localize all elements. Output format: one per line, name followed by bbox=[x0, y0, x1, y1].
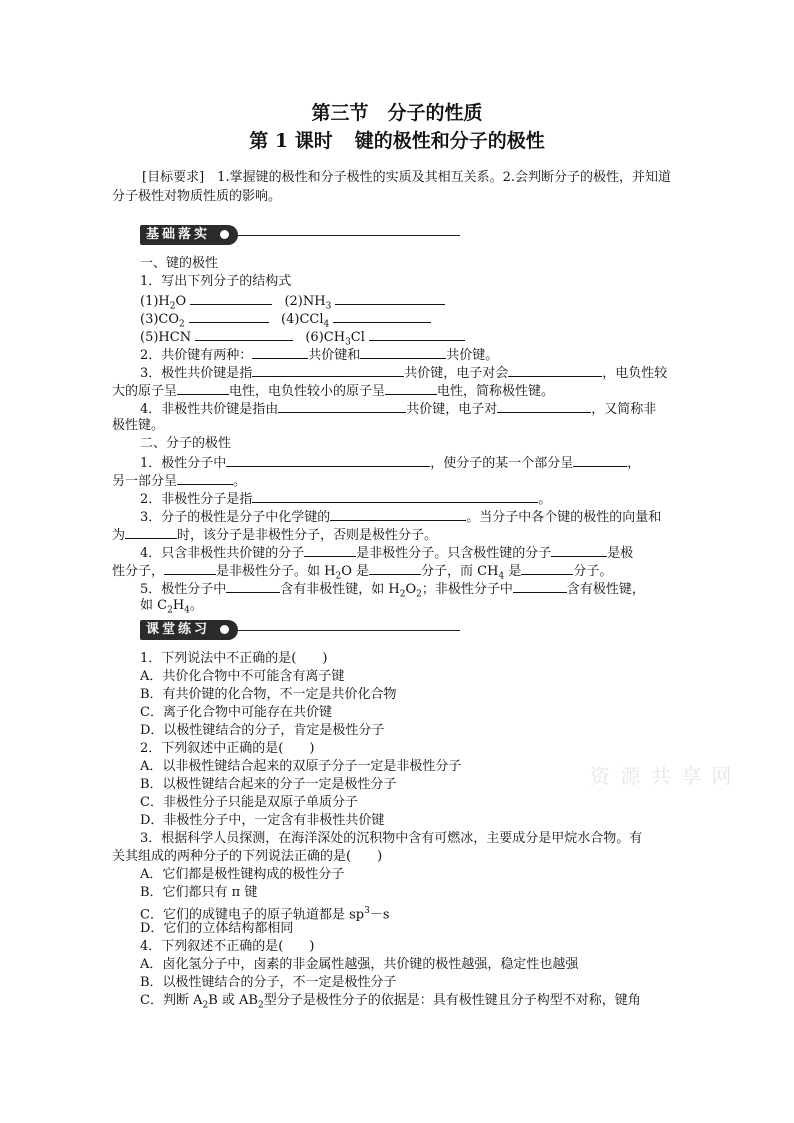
answer-blank[interactable] bbox=[177, 471, 233, 485]
worksheet-page: 第三节 分子的性质 第 1 课时 键的极性和分子的极性 [目标要求] 1.掌握键的极性和分子极性的实质及其相互关系。2.会判断分子的极性，并知道分子极性对物质性质的影响。 基础落实 一、键的极性 1．写出下列分子的结构式 $(1)H_2O$ $(2)NH_3$ $(3)CO_2$ (4)CCl$_4$ (5)HCN $(6)CH_3Cl$ 2．共价键有两种： 共价键和 共价键。 3．极性共价键是指 共价键，电子对会 ，电负性较 大的原子呈 电性，电负性较小的原子呈 电性，简称极性键。 4．非极性共价键是指由 共价键，电子对 ，又简称非 极性键。 二、分子的极性 1．极性分子中 ，使分子的某一个部分呈 ， 另一部分呈 。 2．非极性分子是指 。 3．分子的极性是分子中化学键的 。当分子中各个键的极性的向量和 为 时，该分子是非极性分子，否则是极性分子。 4．只含非极性共价键的分子 是非极性分子。只含极性键的分子 是极 性分子， 是非极性分子。如 $H_2O$ 是 分子，而 $CH_4$ 是 分子。 5．极性分子中 含有非极性键，如 $H_2O_2$；非极性分子中 含有极性键， 如 $C_2H_4$。 课堂练习 1．下列说法中不正确的是( ) A．共价化合物中不可能含有离子键 B．有共价键的化合物，不一定是共价化合物 C．离子化合物中可能存在共价键 D．以极性键结合的分子，肯定是极性分子 2．下列叙述中正确的是( ) A．以非极性键结合起来的双原子分子一定是非极性分子 B．以极性键结合起来的分子一定是极性分子 C．非极性分子只能是双原子单质分子 D．非极性分子中，一定含有非极性共价键 3．根据科学人员探测，在海洋深处的沉积物中含有可燃冰，主要成分是甲烷水合物。有 关其组成的两种分子的下列说法正确的是( ) A．它们都是极性键构成的极性分子 B．它们都只有 π 键 C．它们的成键电子的原子轨道都是 $sp^3-s$ D．它们的立体结构都相同 4．下列叙述不正确的是( ) A．卤化氢分子中，卤素的非金属性越强，共价键的极性越强，稳定性也越强 B．以极性键结合的分子，不一定是极性分子 C．判断 $A_2B$ 或 $AB_2$型分子是极性分子的依据是：具有极性键且分子构型不对称，键角 资 源 共 享 网 bbox=[0, 0, 794, 1123]
question-text: 3．分子的极性是分子中化学键的 。当分子中各个键的极性的向量和 bbox=[140, 507, 661, 527]
section-heading: 一、键的极性 bbox=[140, 256, 219, 271]
answer-blank[interactable] bbox=[278, 399, 406, 413]
answer-blank[interactable] bbox=[360, 345, 446, 359]
answer-blank[interactable] bbox=[189, 309, 269, 323]
answer-blank[interactable] bbox=[226, 579, 280, 593]
answer-blank[interactable] bbox=[573, 453, 627, 467]
page-title: 第三节 分子的性质 bbox=[311, 102, 483, 124]
formula-row: $(3)CO_2$ (4)CCl$_4$ bbox=[140, 309, 431, 334]
answer-blank[interactable] bbox=[385, 381, 437, 395]
bullet-dot-icon bbox=[220, 625, 229, 634]
answer-blank[interactable] bbox=[164, 561, 216, 575]
learning-goals: [目标要求] 1.掌握键的极性和分子极性的实质及其相互关系。2.会判断分子的极性，并知道分子极性对物质性质的影响。 bbox=[112, 170, 671, 204]
answer-blank[interactable] bbox=[551, 543, 607, 557]
answer-blank[interactable] bbox=[190, 291, 272, 305]
exercise-option: B．以极性键结合起来的分子一定是极性分子 bbox=[140, 777, 397, 792]
exercise-option: A．它们都是极性键构成的极性分子 bbox=[140, 867, 345, 882]
answer-blank[interactable] bbox=[195, 327, 293, 341]
answer-blank[interactable] bbox=[252, 489, 538, 503]
question-text: 5．极性分子中 含有非极性键，如 $H_2O_2$；非极性分子中 含有极性键， bbox=[140, 579, 645, 604]
answer-blank[interactable] bbox=[508, 363, 602, 377]
answer-blank[interactable] bbox=[513, 579, 567, 593]
exercise-option: D．非极性分子中，一定含有非极性共价键 bbox=[140, 813, 385, 828]
question-text: 另一部分呈 。 bbox=[112, 471, 246, 491]
question-text: 1．写出下列分子的结构式 bbox=[140, 274, 292, 289]
answer-blank[interactable] bbox=[333, 309, 431, 323]
question-text: 2．非极性分子是指 。 bbox=[140, 489, 551, 509]
question-text: 极性键。 bbox=[112, 418, 165, 433]
exercise-option: D．它们的立体结构都相同 bbox=[140, 921, 294, 936]
bullet-dot-icon bbox=[220, 230, 229, 239]
question-text: 3．极性共价键是指 共价键，电子对会 ，电负性较 bbox=[140, 363, 667, 383]
question-text: 1．极性分子中 ，使分子的某一个部分呈 ， bbox=[140, 453, 640, 473]
question-text: 4．只含非极性共价键的分子 是非极性分子。只含极性键的分子 是极 bbox=[140, 543, 633, 563]
exercise-option: C．离子化合物中可能存在共价键 bbox=[140, 705, 332, 720]
exercise-option: B．以极性键结合的分子，不一定是极性分子 bbox=[140, 975, 397, 990]
answer-blank[interactable] bbox=[369, 327, 465, 341]
answer-blank[interactable] bbox=[369, 561, 421, 575]
answer-blank[interactable] bbox=[125, 525, 177, 539]
exercise-option: A．卤化氢分子中，卤素的非金属性越强，共价键的极性越强，稳定性也越强 bbox=[140, 957, 579, 972]
answer-blank[interactable] bbox=[304, 543, 356, 557]
exercise-option: B．有共价键的化合物，不一定是共价化合物 bbox=[140, 687, 397, 702]
section-heading: 二、分子的极性 bbox=[140, 436, 232, 451]
answer-blank[interactable] bbox=[252, 345, 308, 359]
exercise-question: 4．下列叙述不正确的是( ) bbox=[140, 939, 315, 954]
answer-blank[interactable] bbox=[335, 291, 445, 305]
exercise-option: C．非极性分子只能是双原子单质分子 bbox=[140, 795, 358, 810]
question-text: 大的原子呈 电性，电负性较小的原子呈 电性，简称极性键。 bbox=[112, 381, 554, 401]
exercise-option: B．它们都只有 π 键 bbox=[140, 885, 258, 900]
exercise-option: A．共价化合物中不可能含有离子键 bbox=[140, 669, 345, 684]
exercise-option: D．以极性键结合的分子，肯定是极性分子 bbox=[140, 723, 385, 738]
answer-blank[interactable] bbox=[177, 381, 229, 395]
exercise-option: A．以非极性键结合起来的双原子分子一定是非极性分子 bbox=[140, 759, 462, 774]
answer-blank[interactable] bbox=[252, 363, 404, 377]
answer-blank[interactable] bbox=[497, 399, 591, 413]
exercise-question: 3．根据科学人员探测，在海洋深处的沉积物中含有可燃冰，主要成分是甲烷水合物。有 bbox=[140, 831, 643, 846]
page-subtitle: 第 1 课时 键的极性和分子的极性 bbox=[249, 130, 545, 152]
exercise-option: C．判断 $A_2B$ 或 $AB_2$型分子是极性分子的依据是：具有极性键且分子构型不对称，键角 bbox=[140, 993, 641, 1011]
formula-row: $(1)H_2O$ $(2)NH_3$ bbox=[140, 291, 445, 316]
question-text: 4．非极性共价键是指由 共价键，电子对 ，又简称非 bbox=[140, 399, 656, 419]
question-text: 为 时，该分子是非极性分子，否则是极性分子。 bbox=[112, 525, 437, 545]
question-text: 2．共价键有两种： 共价键和 共价键。 bbox=[140, 345, 498, 365]
answer-blank[interactable] bbox=[226, 453, 430, 467]
answer-blank[interactable] bbox=[521, 561, 573, 575]
formula-row: (5)HCN $(6)CH_3Cl$ bbox=[140, 327, 465, 352]
watermark: 资 源 共 享 网 bbox=[590, 764, 734, 788]
exercise-question: 1．下列说法中不正确的是( ) bbox=[140, 651, 328, 666]
exercise-question: 关其组成的两种分子的下列说法正确的是( ) bbox=[112, 849, 383, 864]
answer-blank[interactable] bbox=[330, 507, 466, 521]
exercise-question: 2．下列叙述中正确的是( ) bbox=[140, 741, 315, 756]
exercise-option: C．它们的成键电子的原子轨道都是 $sp^3-s$ bbox=[140, 906, 390, 923]
question-text: 性分子， 是非极性分子。如 $H_2O$ 是 分子，而 $CH_4$ 是 分子。 bbox=[112, 561, 612, 586]
question-text: 如 $C_2H_4$。 bbox=[140, 598, 203, 616]
